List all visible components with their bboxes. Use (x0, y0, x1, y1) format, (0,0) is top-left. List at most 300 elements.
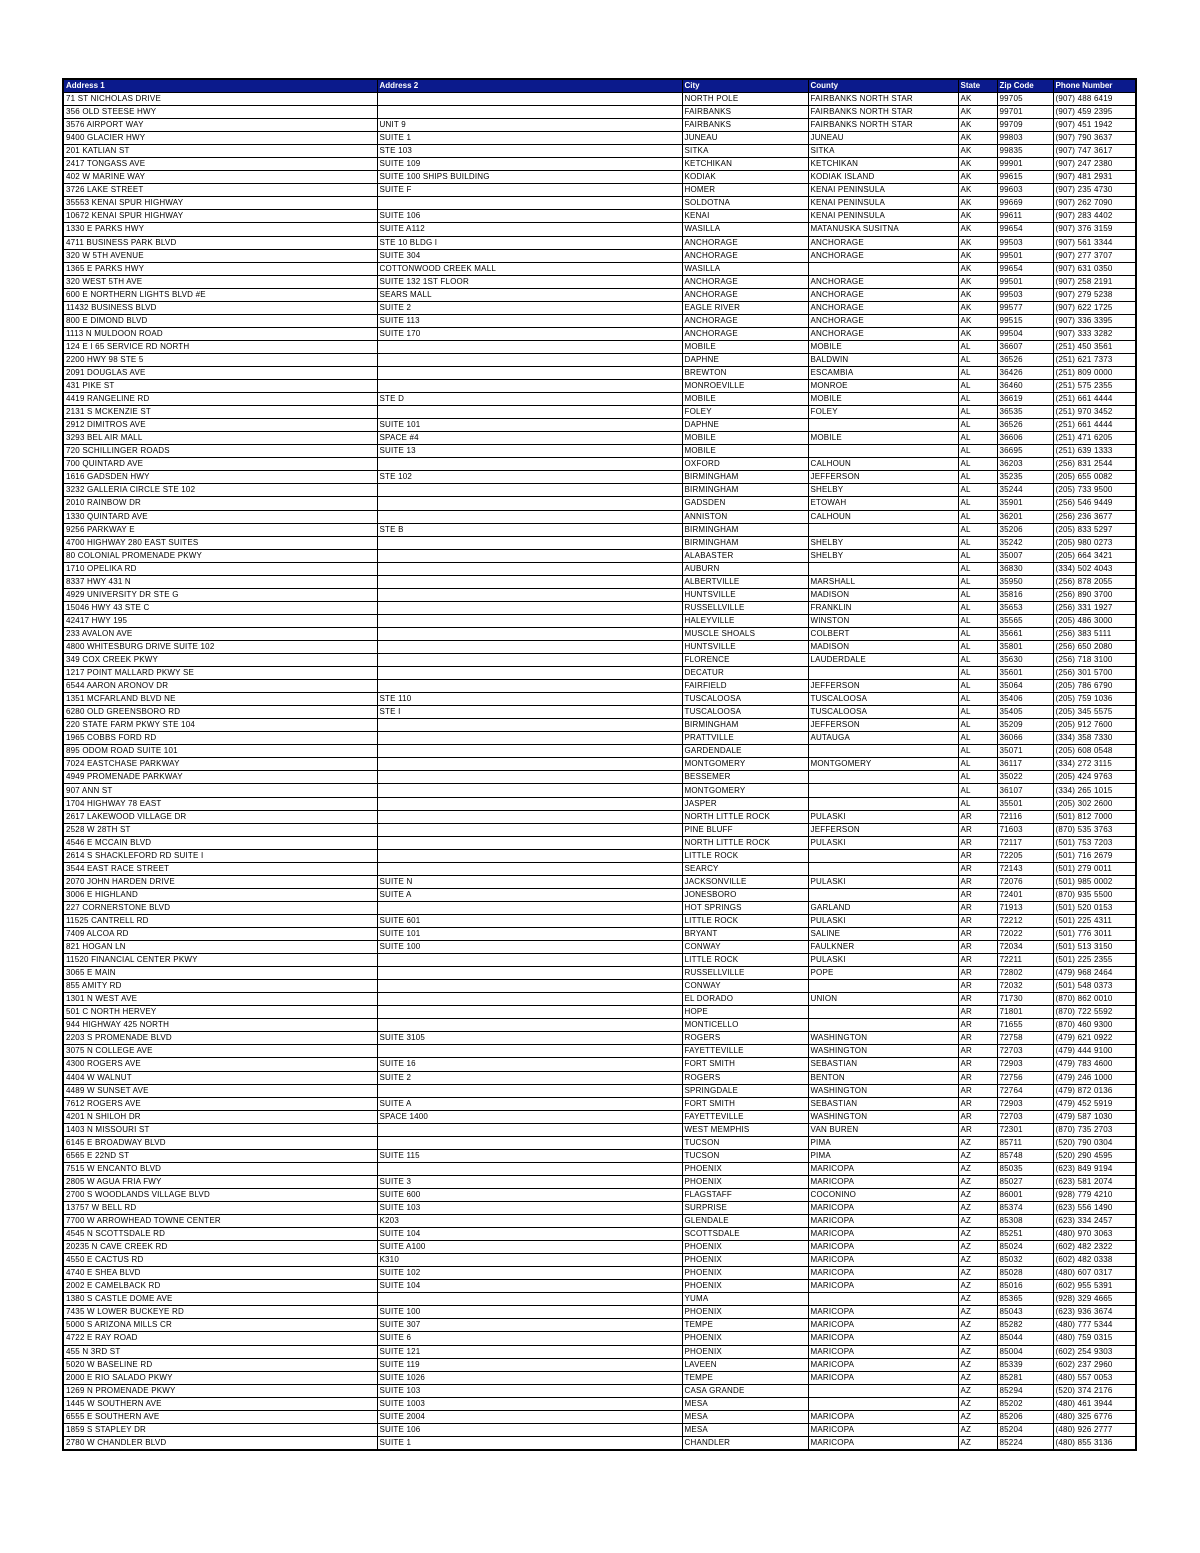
table-row (63, 862, 1136, 875)
address-1-cell: 20235 N CAVE CREEK RD (63, 1241, 377, 1254)
county-cell (808, 262, 958, 275)
phone-number-cell: (256) 878 2055 (1053, 575, 1136, 588)
address-1-cell: 3006 E HIGHLAND (63, 888, 377, 901)
zip-code-cell: 85294 (997, 1384, 1053, 1397)
address-1-cell: 4489 W SUNSET AVE (63, 1084, 377, 1097)
city-cell: MESA (682, 1410, 808, 1423)
phone-number-cell: (256) 650 2080 (1053, 640, 1136, 653)
address-2-cell (377, 823, 682, 836)
state-cell: AZ (958, 1162, 997, 1175)
city-cell: WASILLA (682, 262, 808, 275)
city-cell: JUNEAU (682, 132, 808, 145)
table-row (63, 1175, 1136, 1188)
zip-code-cell: 72034 (997, 941, 1053, 954)
city-cell: EL DORADO (682, 993, 808, 1006)
city-cell: BESSEMER (682, 771, 808, 784)
county-cell: WINSTON (808, 614, 958, 627)
state-cell: AK (958, 132, 997, 145)
address-1-cell: 2200 HWY 98 STE 5 (63, 353, 377, 366)
zip-code-cell: 99654 (997, 262, 1053, 275)
state-cell: AR (958, 810, 997, 823)
state-cell: AL (958, 536, 997, 549)
county-cell (808, 745, 958, 758)
county-cell: ANCHORAGE (808, 288, 958, 301)
city-cell: HUNTSVILLE (682, 588, 808, 601)
zip-code-cell: 85308 (997, 1215, 1053, 1228)
city-cell: MOBILE (682, 340, 808, 353)
county-cell: COCONINO (808, 1188, 958, 1201)
address-2-cell (377, 1123, 682, 1136)
phone-number-cell: (907) 376 3159 (1053, 223, 1136, 236)
table-row (63, 836, 1136, 849)
table-row (63, 941, 1136, 954)
table-row (63, 1071, 1136, 1084)
address-1-cell: 1113 N MULDOON ROAD (63, 327, 377, 340)
address-1-cell: 4300 ROGERS AVE (63, 1058, 377, 1071)
zip-code-cell: 99803 (997, 132, 1053, 145)
table-row (63, 288, 1136, 301)
state-cell: AZ (958, 1149, 997, 1162)
county-cell (808, 1293, 958, 1306)
address-2-cell (377, 1084, 682, 1097)
address-1-cell: 2528 W 28TH ST (63, 823, 377, 836)
state-cell: AR (958, 980, 997, 993)
address-2-cell: SUITE A112 (377, 223, 682, 236)
zip-code-cell: 35244 (997, 484, 1053, 497)
phone-number-cell: (907) 561 3344 (1053, 236, 1136, 249)
city-cell: JACKSONVILLE (682, 875, 808, 888)
county-cell: SEBASTIAN (808, 1097, 958, 1110)
zip-code-cell: 85251 (997, 1228, 1053, 1241)
address-1-cell: 13757 W BELL RD (63, 1201, 377, 1214)
phone-number-cell: (256) 831 2544 (1053, 458, 1136, 471)
city-cell: BIRMINGHAM (682, 719, 808, 732)
address-1-cell: 2091 DOUGLAS AVE (63, 366, 377, 379)
county-cell (808, 445, 958, 458)
phone-number-cell: (479) 246 1000 (1053, 1071, 1136, 1084)
state-cell: AK (958, 288, 997, 301)
zip-code-cell: 35064 (997, 680, 1053, 693)
address-1-cell: 71 ST NICHOLAS DRIVE (63, 93, 377, 106)
zip-code-cell: 85339 (997, 1358, 1053, 1371)
city-cell: TEMPE (682, 1319, 808, 1332)
address-1-cell: 1965 COBBS FORD RD (63, 732, 377, 745)
state-cell: AR (958, 1006, 997, 1019)
state-cell: AR (958, 1084, 997, 1097)
phone-number-cell: (480) 557 0053 (1053, 1371, 1136, 1384)
state-cell: AZ (958, 1254, 997, 1267)
county-cell: ANCHORAGE (808, 327, 958, 340)
county-cell: MONTGOMERY (808, 758, 958, 771)
city-cell: LITTLE ROCK (682, 849, 808, 862)
address-2-cell: SUITE 100 (377, 941, 682, 954)
address-2-cell: SUITE 102 (377, 1267, 682, 1280)
phone-number-cell: (205) 608 0548 (1053, 745, 1136, 758)
city-cell: MUSCLE SHOALS (682, 627, 808, 640)
address-2-cell (377, 1006, 682, 1019)
phone-number-cell: (501) 279 0011 (1053, 862, 1136, 875)
county-cell: BALDWIN (808, 353, 958, 366)
zip-code-cell: 72116 (997, 810, 1053, 823)
table-row (63, 458, 1136, 471)
state-cell: AR (958, 1097, 997, 1110)
zip-code-cell: 99709 (997, 119, 1053, 132)
state-cell: AL (958, 366, 997, 379)
zip-code-cell: 99503 (997, 236, 1053, 249)
state-cell: AL (958, 458, 997, 471)
table-row (63, 1306, 1136, 1319)
phone-number-cell: (251) 471 6205 (1053, 432, 1136, 445)
address-2-cell: SUITE 100 (377, 1306, 682, 1319)
address-1-cell: 3576 AIRPORT WAY (63, 119, 377, 132)
address-1-cell: 907 ANN ST (63, 784, 377, 797)
state-cell: AZ (958, 1228, 997, 1241)
city-cell: BIRMINGHAM (682, 523, 808, 536)
county-cell: MARICOPA (808, 1241, 958, 1254)
city-cell: MONROEVILLE (682, 380, 808, 393)
address-1-cell: 4545 N SCOTTSDALE RD (63, 1228, 377, 1241)
state-cell: AK (958, 93, 997, 106)
table-row (63, 1149, 1136, 1162)
zip-code-cell: 35816 (997, 588, 1053, 601)
phone-number-cell: (907) 336 3395 (1053, 314, 1136, 327)
address-2-cell: SUITE 103 (377, 1201, 682, 1214)
phone-number-cell: (501) 812 7000 (1053, 810, 1136, 823)
zip-code-cell: 72022 (997, 928, 1053, 941)
city-cell: KETCHIKAN (682, 158, 808, 171)
state-cell: AK (958, 314, 997, 327)
county-cell: PULASKI (808, 914, 958, 927)
city-cell: FAIRBANKS (682, 106, 808, 119)
state-cell: AR (958, 967, 997, 980)
city-cell: PHOENIX (682, 1267, 808, 1280)
table-row (63, 745, 1136, 758)
city-cell: WEST MEMPHIS (682, 1123, 808, 1136)
state-cell: AZ (958, 1384, 997, 1397)
state-cell: AL (958, 745, 997, 758)
address-1-cell: 6145 E BROADWAY BLVD (63, 1136, 377, 1149)
zip-code-cell: 72756 (997, 1071, 1053, 1084)
city-cell: LITTLE ROCK (682, 954, 808, 967)
phone-number-cell: (907) 631 0350 (1053, 262, 1136, 275)
address-1-cell: 11525 CANTRELL RD (63, 914, 377, 927)
table-row (63, 184, 1136, 197)
state-cell: AZ (958, 1332, 997, 1345)
zip-code-cell: 35601 (997, 667, 1053, 680)
address-1-cell: 2002 E CAMELBACK RD (63, 1280, 377, 1293)
phone-number-cell: (205) 733 9500 (1053, 484, 1136, 497)
address-1-cell: 2700 S WOODLANDS VILLAGE BLVD (63, 1188, 377, 1201)
address-1-cell: 7612 ROGERS AVE (63, 1097, 377, 1110)
table-row (63, 1110, 1136, 1123)
address-1-cell: 7515 W ENCANTO BLVD (63, 1162, 377, 1175)
state-cell: AZ (958, 1267, 997, 1280)
table-row (63, 1215, 1136, 1228)
address-2-cell: STE 110 (377, 693, 682, 706)
phone-number-cell: (907) 333 3282 (1053, 327, 1136, 340)
header-state: State (958, 79, 997, 93)
address-1-cell: 944 HIGHWAY 425 NORTH (63, 1019, 377, 1032)
zip-code-cell: 36695 (997, 445, 1053, 458)
address-1-cell: 320 WEST 5TH AVE (63, 275, 377, 288)
address-1-cell: 1365 E PARKS HWY (63, 262, 377, 275)
city-cell: FAYETTEVILLE (682, 1045, 808, 1058)
phone-number-cell: (602) 482 2322 (1053, 1241, 1136, 1254)
city-cell: CASA GRANDE (682, 1384, 808, 1397)
address-1-cell: 7435 W LOWER BUCKEYE RD (63, 1306, 377, 1319)
city-cell: MONTGOMERY (682, 758, 808, 771)
state-cell: AR (958, 901, 997, 914)
state-cell: AZ (958, 1201, 997, 1214)
county-cell: MOBILE (808, 340, 958, 353)
address-1-cell: 431 PIKE ST (63, 380, 377, 393)
county-cell: ETOWAH (808, 497, 958, 510)
state-cell: AZ (958, 1175, 997, 1188)
state-cell: AL (958, 523, 997, 536)
city-cell: FORT SMITH (682, 1058, 808, 1071)
county-cell: FAIRBANKS NORTH STAR (808, 93, 958, 106)
phone-number-cell: (623) 556 1490 (1053, 1201, 1136, 1214)
city-cell: MONTGOMERY (682, 784, 808, 797)
city-cell: PINE BLUFF (682, 823, 808, 836)
zip-code-cell: 36607 (997, 340, 1053, 353)
address-1-cell: 7024 EASTCHASE PARKWAY (63, 758, 377, 771)
phone-number-cell: (501) 548 0373 (1053, 980, 1136, 993)
city-cell: PRATTVILLE (682, 732, 808, 745)
state-cell: AR (958, 1045, 997, 1058)
state-cell: AR (958, 1032, 997, 1045)
address-2-cell: SUITE 104 (377, 1280, 682, 1293)
phone-number-cell: (623) 581 2074 (1053, 1175, 1136, 1188)
city-cell: BRYANT (682, 928, 808, 941)
address-1-cell: 1301 N WEST AVE (63, 993, 377, 1006)
state-cell: AK (958, 171, 997, 184)
header-county: County (808, 79, 958, 93)
county-cell: POPE (808, 967, 958, 980)
county-cell: MARICOPA (808, 1345, 958, 1358)
table-row (63, 758, 1136, 771)
zip-code-cell: 72903 (997, 1058, 1053, 1071)
city-cell: AUBURN (682, 562, 808, 575)
table-row (63, 445, 1136, 458)
state-cell: AL (958, 562, 997, 575)
address-1-cell: 2070 JOHN HARDEN DRIVE (63, 875, 377, 888)
zip-code-cell: 35007 (997, 549, 1053, 562)
state-cell: AZ (958, 1188, 997, 1201)
city-cell: FAIRFIELD (682, 680, 808, 693)
state-cell: AR (958, 954, 997, 967)
county-cell: JUNEAU (808, 132, 958, 145)
county-cell: CALHOUN (808, 510, 958, 523)
table-row (63, 1097, 1136, 1110)
zip-code-cell: 72211 (997, 954, 1053, 967)
city-cell: NORTH LITTLE ROCK (682, 810, 808, 823)
zip-code-cell: 36619 (997, 393, 1053, 406)
county-cell: SEBASTIAN (808, 1058, 958, 1071)
city-cell: MONTICELLO (682, 1019, 808, 1032)
city-cell: ANCHORAGE (682, 275, 808, 288)
phone-number-cell: (623) 936 3674 (1053, 1306, 1136, 1319)
phone-number-cell: (907) 247 2380 (1053, 158, 1136, 171)
address-2-cell (377, 745, 682, 758)
city-cell: ALBERTVILLE (682, 575, 808, 588)
state-cell: AR (958, 928, 997, 941)
address-1-cell: 4201 N SHILOH DR (63, 1110, 377, 1123)
address-1-cell: 501 C NORTH HERVEY (63, 1006, 377, 1019)
address-1-cell: 8337 HWY 431 N (63, 575, 377, 588)
address-1-cell: 9256 PARKWAY E (63, 523, 377, 536)
address-2-cell: SUITE 100 SHIPS BUILDING (377, 171, 682, 184)
phone-number-cell: (602) 254 9303 (1053, 1345, 1136, 1358)
address-1-cell: 349 COX CREEK PKWY (63, 654, 377, 667)
zip-code-cell: 85016 (997, 1280, 1053, 1293)
address-1-cell: 2617 LAKEWOOD VILLAGE DR (63, 810, 377, 823)
table-row (63, 523, 1136, 536)
phone-number-cell: (251) 809 0000 (1053, 366, 1136, 379)
county-cell (808, 1384, 958, 1397)
city-cell: ALABASTER (682, 549, 808, 562)
county-cell (808, 888, 958, 901)
address-1-cell: 600 E NORTHERN LIGHTS BLVD #E (63, 288, 377, 301)
phone-number-cell: (205) 912 7600 (1053, 719, 1136, 732)
state-cell: AK (958, 197, 997, 210)
zip-code-cell: 85044 (997, 1332, 1053, 1345)
address-2-cell: K310 (377, 1254, 682, 1267)
zip-code-cell: 85204 (997, 1423, 1053, 1436)
phone-number-cell: (480) 777 5344 (1053, 1319, 1136, 1332)
address-2-cell: SUITE 2 (377, 301, 682, 314)
zip-code-cell: 99615 (997, 171, 1053, 184)
county-cell: TUSCALOOSA (808, 693, 958, 706)
table-row (63, 640, 1136, 653)
address-1-cell: 320 W 5TH AVENUE (63, 249, 377, 262)
phone-number-cell: (907) 747 3617 (1053, 145, 1136, 158)
state-cell: AL (958, 588, 997, 601)
address-1-cell: 2912 DIMITROS AVE (63, 419, 377, 432)
city-cell: MOBILE (682, 432, 808, 445)
zip-code-cell: 36526 (997, 419, 1053, 432)
address-2-cell (377, 510, 682, 523)
address-1-cell: 3726 LAKE STREET (63, 184, 377, 197)
state-cell: AL (958, 758, 997, 771)
table-row (63, 914, 1136, 927)
address-2-cell: STE 103 (377, 145, 682, 158)
address-2-cell (377, 758, 682, 771)
table-row (63, 588, 1136, 601)
zip-code-cell: 85202 (997, 1397, 1053, 1410)
address-1-cell: 7409 ALCOA RD (63, 928, 377, 941)
zip-code-cell: 35235 (997, 471, 1053, 484)
city-cell: BIRMINGHAM (682, 484, 808, 497)
county-cell: MATANUSKA SUSITNA (808, 223, 958, 236)
phone-number-cell: (480) 461 3944 (1053, 1397, 1136, 1410)
table-row (63, 1267, 1136, 1280)
table-row (63, 119, 1136, 132)
city-cell: EAGLE RIVER (682, 301, 808, 314)
address-2-cell: SUITE 121 (377, 1345, 682, 1358)
county-cell: MARICOPA (808, 1319, 958, 1332)
phone-number-cell: (334) 265 1015 (1053, 784, 1136, 797)
state-cell: AL (958, 732, 997, 745)
county-cell: PIMA (808, 1136, 958, 1149)
address-2-cell: SUITE A (377, 888, 682, 901)
city-cell: RUSSELLVILLE (682, 601, 808, 614)
zip-code-cell: 72703 (997, 1045, 1053, 1058)
address-1-cell: 4949 PROMENADE PARKWAY (63, 771, 377, 784)
city-cell: ANCHORAGE (682, 314, 808, 327)
address-1-cell: 5020 W BASELINE RD (63, 1358, 377, 1371)
city-cell: MESA (682, 1423, 808, 1436)
county-cell: JEFFERSON (808, 823, 958, 836)
table-row (63, 614, 1136, 627)
county-cell: ANCHORAGE (808, 249, 958, 262)
zip-code-cell: 36107 (997, 784, 1053, 797)
table-row (63, 145, 1136, 158)
table-row (63, 1332, 1136, 1345)
county-cell: MARSHALL (808, 575, 958, 588)
address-1-cell: 15046 HWY 43 STE C (63, 601, 377, 614)
state-cell: AR (958, 888, 997, 901)
city-cell: FLORENCE (682, 654, 808, 667)
zip-code-cell: 35071 (997, 745, 1053, 758)
county-cell: FAIRBANKS NORTH STAR (808, 119, 958, 132)
city-cell: DECATUR (682, 667, 808, 680)
address-1-cell: 4550 E CACTUS RD (63, 1254, 377, 1267)
city-cell: CONWAY (682, 980, 808, 993)
address-1-cell: 3544 EAST RACE STREET (63, 862, 377, 875)
county-cell: MARICOPA (808, 1215, 958, 1228)
address-1-cell: 2131 S MCKENZIE ST (63, 406, 377, 419)
city-cell: KENAI (682, 210, 808, 223)
zip-code-cell: 71603 (997, 823, 1053, 836)
table-row (63, 419, 1136, 432)
address-2-cell (377, 575, 682, 588)
address-2-cell: SUITE 1 (377, 1436, 682, 1450)
zip-code-cell: 85043 (997, 1306, 1053, 1319)
county-cell: WASHINGTON (808, 1084, 958, 1097)
table-row (63, 1254, 1136, 1267)
phone-number-cell: (334) 272 3115 (1053, 758, 1136, 771)
address-1-cell: 4419 RANGELINE RD (63, 393, 377, 406)
table-row (63, 549, 1136, 562)
city-cell: CONWAY (682, 941, 808, 954)
state-cell: AK (958, 184, 997, 197)
county-cell: MARICOPA (808, 1228, 958, 1241)
zip-code-cell: 35022 (997, 771, 1053, 784)
address-2-cell: SUITE A (377, 1097, 682, 1110)
county-cell: SITKA (808, 145, 958, 158)
county-cell: MARICOPA (808, 1358, 958, 1371)
zip-code-cell: 85281 (997, 1371, 1053, 1384)
city-cell: TUCSON (682, 1136, 808, 1149)
phone-number-cell: (251) 661 4444 (1053, 393, 1136, 406)
zip-code-cell: 36117 (997, 758, 1053, 771)
county-cell: WASHINGTON (808, 1110, 958, 1123)
address-2-cell (377, 640, 682, 653)
city-cell: CHANDLER (682, 1436, 808, 1450)
address-2-cell: SUITE 101 (377, 928, 682, 941)
address-1-cell: 4546 E MCCAIN BLVD (63, 836, 377, 849)
table-row (63, 680, 1136, 693)
address-2-cell (377, 601, 682, 614)
address-2-cell: STE D (377, 393, 682, 406)
state-cell: AL (958, 484, 997, 497)
zip-code-cell: 71730 (997, 993, 1053, 1006)
zip-code-cell: 85024 (997, 1241, 1053, 1254)
table-row (63, 393, 1136, 406)
zip-code-cell: 35206 (997, 523, 1053, 536)
county-cell: FAULKNER (808, 941, 958, 954)
